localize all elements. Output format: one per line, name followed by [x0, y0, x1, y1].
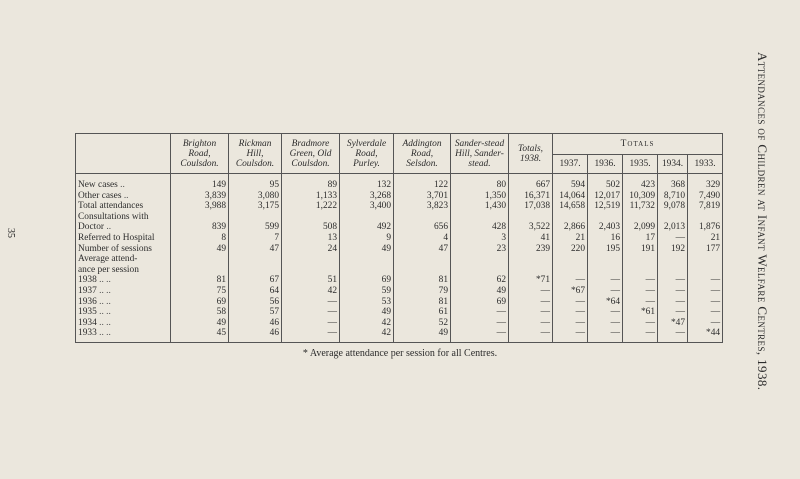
table-cell: — [623, 297, 658, 308]
table-cell: 56 [229, 297, 282, 308]
table-cell: 52 [394, 318, 451, 329]
table-cell: — [451, 307, 509, 318]
table-cell [340, 212, 394, 223]
table-row [76, 212, 723, 223]
table-cell: 64 [229, 286, 282, 297]
table-cell [394, 265, 451, 276]
table-row [76, 233, 723, 244]
row-label-cell [76, 307, 171, 318]
table-cell: 8,710 [658, 191, 688, 202]
table-cell: 61 [394, 307, 451, 318]
leader-dots: .. [120, 180, 125, 190]
table-cell: 24 [282, 244, 340, 255]
table-cell [394, 254, 451, 265]
table-cell [509, 254, 553, 265]
table-cell: *61 [623, 307, 658, 318]
table-cell: *64 [588, 297, 623, 308]
table-row [76, 201, 723, 212]
table-cell [658, 212, 688, 223]
table-cell [588, 212, 623, 223]
table-cell: 2,866 [553, 222, 588, 233]
table-cell: 7,490 [688, 191, 723, 202]
leader-dots: .. [123, 190, 129, 201]
table-cell: 177 [688, 244, 723, 255]
table-cell: 95 [229, 174, 282, 191]
table-cell: — [588, 286, 623, 297]
table-cell [282, 212, 340, 223]
table-cell: — [658, 307, 688, 318]
leader-dots: .. .. [99, 307, 111, 318]
table-cell [451, 254, 509, 265]
table-cell [509, 265, 553, 276]
page-number: 35 [5, 228, 16, 238]
table-cell: — [282, 328, 340, 342]
year-header: 1937. [553, 155, 588, 174]
table-cell: 69 [340, 275, 394, 286]
table-cell: 239 [509, 244, 553, 255]
column-header: Sander-stead Hill, Sander-stead. [451, 134, 509, 174]
leader-dots: .. [106, 222, 112, 233]
table-cell: 81 [394, 275, 451, 286]
table-cell: 58 [171, 307, 229, 318]
row-label: ance per session [78, 264, 139, 275]
table-cell: 69 [171, 297, 229, 308]
table-row [76, 244, 723, 255]
table-cell [623, 254, 658, 265]
row-label: 1935 [78, 307, 97, 318]
column-header: Brighton Road, Coulsdon. [171, 134, 229, 174]
table-cell: 42 [340, 318, 394, 329]
leader-dots: .. .. [99, 275, 111, 286]
table-cell: 492 [340, 222, 394, 233]
table-cell: — [509, 328, 553, 342]
table-row [76, 275, 723, 286]
table-cell [282, 254, 340, 265]
table-cell: 3 [451, 233, 509, 244]
row-label-cell [76, 254, 171, 265]
year-header: 1935. [623, 155, 658, 174]
table-cell: 220 [553, 244, 588, 255]
table-cell: 3,522 [509, 222, 553, 233]
table-cell: 1,876 [688, 222, 723, 233]
table-cell: 195 [588, 244, 623, 255]
table-cell [451, 265, 509, 276]
table-cell: 7,819 [688, 201, 723, 212]
row-label-cell [76, 212, 171, 223]
table-cell: — [282, 297, 340, 308]
table-cell: — [623, 275, 658, 286]
table-cell: 13 [282, 233, 340, 244]
table-cell [282, 265, 340, 276]
table-cell [509, 212, 553, 223]
table-cell: 42 [340, 328, 394, 342]
table-cell: 49 [451, 286, 509, 297]
table-row [76, 297, 723, 308]
table-cell: 2,013 [658, 222, 688, 233]
table-cell: — [451, 318, 509, 329]
page-title: Attendances of Children at Infant Welfare Centres, 1938. [755, 52, 770, 391]
table-cell: — [588, 307, 623, 318]
table-cell: 1,430 [451, 201, 509, 212]
row-label-cell [76, 233, 171, 244]
table-cell: 53 [340, 297, 394, 308]
table-cell: 368 [658, 174, 688, 191]
table-cell [588, 265, 623, 276]
table-cell: — [282, 307, 340, 318]
table-cell: 9,078 [658, 201, 688, 212]
table-cell: 10,309 [623, 191, 658, 202]
table-cell [688, 254, 723, 265]
table-cell: 23 [451, 244, 509, 255]
leader-dots: .. .. [99, 296, 111, 307]
table-cell: 46 [229, 318, 282, 329]
table-cell: 667 [509, 174, 553, 191]
table-cell [171, 254, 229, 265]
table-cell: 16 [588, 233, 623, 244]
table-cell: 428 [451, 222, 509, 233]
table-cell: 7 [229, 233, 282, 244]
table-cell: — [553, 275, 588, 286]
row-label-cell [76, 318, 171, 329]
table-cell: 3,988 [171, 201, 229, 212]
table-cell: 69 [451, 297, 509, 308]
table-row [76, 328, 723, 342]
table-cell: 67 [229, 275, 282, 286]
table-cell: 17 [623, 233, 658, 244]
table-cell: 3,823 [394, 201, 451, 212]
row-label: Number of sessions [78, 243, 152, 254]
totals-group-header: Totals [553, 134, 723, 155]
table-row [76, 191, 723, 202]
table-cell: 329 [688, 174, 723, 191]
table-cell [171, 212, 229, 223]
table-cell: — [658, 275, 688, 286]
column-header: Rickman Hill, Coulsdon. [229, 134, 282, 174]
table-cell: — [282, 318, 340, 329]
table-cell: 49 [171, 244, 229, 255]
row-label-cell [76, 286, 171, 297]
table-cell: — [623, 286, 658, 297]
table-cell: 21 [553, 233, 588, 244]
table-cell: 49 [340, 307, 394, 318]
table-cell: 423 [623, 174, 658, 191]
table-cell: *47 [658, 318, 688, 329]
row-label: Referred to Hospital [78, 232, 155, 243]
table-cell [658, 254, 688, 265]
table-cell: 594 [553, 174, 588, 191]
table-cell: 1,133 [282, 191, 340, 202]
table-cell: 14,658 [553, 201, 588, 212]
row-label: 1936 [78, 296, 97, 307]
table-cell: 57 [229, 307, 282, 318]
table-cell: 2,099 [623, 222, 658, 233]
row-label-cell [76, 191, 171, 202]
year-header: 1934. [658, 155, 688, 174]
table-cell: — [658, 233, 688, 244]
table-cell: — [658, 286, 688, 297]
table-row [76, 307, 723, 318]
table-cell: 3,268 [340, 191, 394, 202]
table-cell: — [658, 328, 688, 342]
table-cell: 42 [282, 286, 340, 297]
table-cell: 508 [282, 222, 340, 233]
table-cell [658, 265, 688, 276]
table-cell: 3,701 [394, 191, 451, 202]
header-blank [76, 134, 171, 174]
table-cell: — [688, 297, 723, 308]
table-cell: 46 [229, 328, 282, 342]
table-cell: 4 [394, 233, 451, 244]
table-cell: 1,222 [282, 201, 340, 212]
table-cell: 45 [171, 328, 229, 342]
table-cell: — [623, 328, 658, 342]
table-cell: — [688, 307, 723, 318]
table-header [76, 134, 723, 174]
table-cell: 17,038 [509, 201, 553, 212]
table-cell: — [553, 318, 588, 329]
row-label-cell [76, 174, 171, 191]
table-cell: 11,732 [623, 201, 658, 212]
table-cell: 2,403 [588, 222, 623, 233]
table-cell: 16,371 [509, 191, 553, 202]
row-label-cell [76, 201, 171, 212]
leader-dots: .. .. [99, 285, 111, 296]
column-header: Bradmore Green, Old Coulsdon. [282, 134, 340, 174]
table-cell: 122 [394, 174, 451, 191]
table-cell: — [451, 328, 509, 342]
table-cell: 81 [394, 297, 451, 308]
table-cell [229, 265, 282, 276]
table-cell: 89 [282, 174, 340, 191]
row-label: 1938 [78, 275, 97, 286]
table-cell: — [588, 275, 623, 286]
footnote: * Average attendance per session for all Centres. [302, 348, 498, 359]
table-cell [229, 212, 282, 223]
table-cell: 47 [229, 244, 282, 255]
table-cell: 3,400 [340, 201, 394, 212]
table-cell: 49 [340, 244, 394, 255]
row-label: New cases [78, 180, 118, 190]
table-row [76, 318, 723, 329]
table-cell [229, 254, 282, 265]
table-cell [451, 212, 509, 223]
table-cell: 12,017 [588, 191, 623, 202]
table-cell: — [688, 318, 723, 329]
table-cell: — [553, 297, 588, 308]
table-cell [553, 254, 588, 265]
table-cell: *44 [688, 328, 723, 342]
table-cell: 149 [171, 174, 229, 191]
row-label: Average attend- [78, 254, 138, 265]
row-label-cell [76, 275, 171, 286]
table-cell: 75 [171, 286, 229, 297]
attendance-table [75, 133, 723, 343]
table-cell [171, 265, 229, 276]
table-cell [623, 265, 658, 276]
row-label: 1934 [78, 317, 97, 328]
table-cell: 47 [394, 244, 451, 255]
table-cell [553, 212, 588, 223]
table-cell: 80 [451, 174, 509, 191]
row-label: 1937 [78, 285, 97, 296]
table-cell: — [588, 328, 623, 342]
table-row [76, 222, 723, 233]
table-cell [340, 265, 394, 276]
row-label: Doctor [78, 222, 105, 233]
table-cell [394, 212, 451, 223]
table-cell: 3,080 [229, 191, 282, 202]
table-row [76, 265, 723, 276]
table-row [76, 254, 723, 265]
year-header: 1933. [688, 155, 723, 174]
table-cell: 656 [394, 222, 451, 233]
table-cell [688, 212, 723, 223]
row-label: Other cases [78, 190, 122, 201]
table-cell: 79 [394, 286, 451, 297]
table-cell: 62 [451, 275, 509, 286]
table-cell: — [509, 307, 553, 318]
row-label-cell [76, 222, 171, 233]
table-cell: 41 [509, 233, 553, 244]
column-header: Addington Road, Selsdon. [394, 134, 451, 174]
row-label: Consultations with [78, 211, 149, 222]
table-cell: 51 [282, 275, 340, 286]
table-cell [623, 212, 658, 223]
table-cell: 8 [171, 233, 229, 244]
table-cell: — [553, 307, 588, 318]
column-header: Sylverdale Road, Purley. [340, 134, 394, 174]
row-label-cell [76, 244, 171, 255]
table-cell: *71 [509, 275, 553, 286]
table-cell: — [509, 318, 553, 329]
table-cell: 59 [340, 286, 394, 297]
leader-dots: .. .. [99, 317, 111, 328]
table-cell: 502 [588, 174, 623, 191]
table-cell: 3,839 [171, 191, 229, 202]
table-cell: 132 [340, 174, 394, 191]
table-cell: 81 [171, 275, 229, 286]
table-cell: *67 [553, 286, 588, 297]
table-cell: 21 [688, 233, 723, 244]
row-label-cell [76, 265, 171, 276]
table-row [76, 174, 723, 191]
table-cell: — [553, 328, 588, 342]
table-cell [688, 265, 723, 276]
table-cell: 49 [394, 328, 451, 342]
row-label-cell [76, 297, 171, 308]
table-cell: 599 [229, 222, 282, 233]
table-cell: 3,175 [229, 201, 282, 212]
table-cell: — [588, 318, 623, 329]
row-label-cell [76, 328, 171, 342]
table-cell: 14,064 [553, 191, 588, 202]
table-cell: — [688, 275, 723, 286]
table-cell: 839 [171, 222, 229, 233]
table-cell: — [509, 297, 553, 308]
row-label: Total attendances [78, 201, 144, 212]
table-cell: — [623, 318, 658, 329]
table-cell: 9 [340, 233, 394, 244]
table-cell: 49 [171, 318, 229, 329]
table-cell: 1,350 [451, 191, 509, 202]
leader-dots: .. .. [99, 328, 111, 339]
table-cell: 192 [658, 244, 688, 255]
table-cell: — [509, 286, 553, 297]
table-cell: — [688, 286, 723, 297]
table-cell: 12,519 [588, 201, 623, 212]
table-body [76, 174, 723, 343]
table-cell [340, 254, 394, 265]
row-label: 1933 [78, 328, 97, 339]
table-cell: 191 [623, 244, 658, 255]
column-header: Totals, 1938. [509, 134, 553, 174]
table-cell: — [658, 297, 688, 308]
table-cell [588, 254, 623, 265]
table-row [76, 286, 723, 297]
year-header: 1936. [588, 155, 623, 174]
table-cell [553, 265, 588, 276]
